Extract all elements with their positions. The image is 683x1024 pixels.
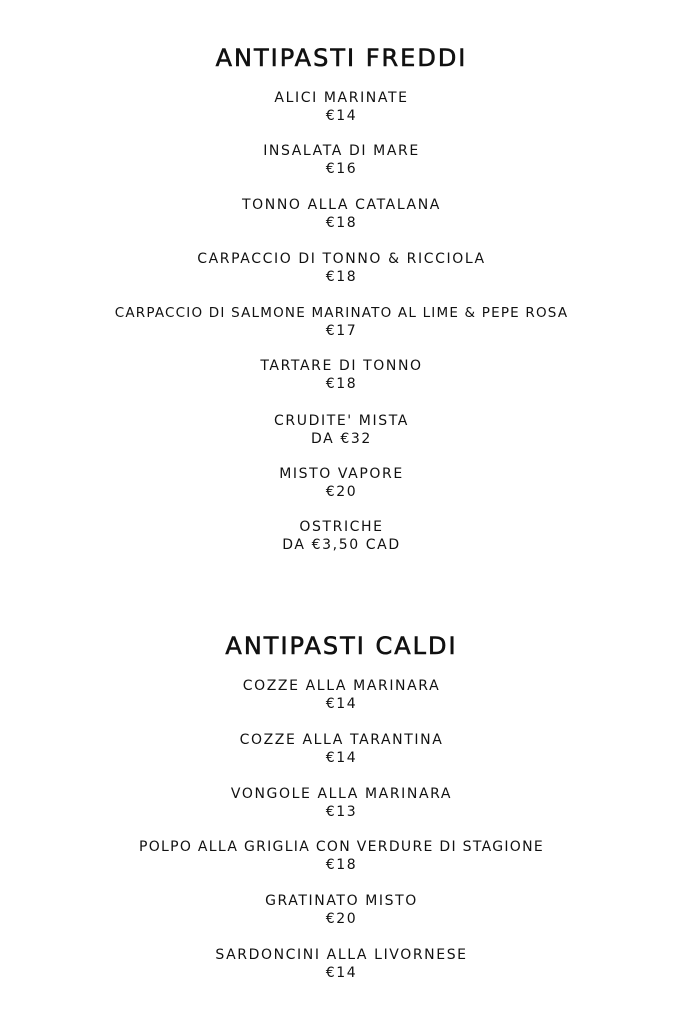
item-name: SARDONCINI ALLA LIVORNESE — [215, 947, 468, 963]
item-name: COZZE ALLA MARINARA — [242, 678, 441, 694]
item-price: €18 — [325, 269, 358, 285]
item-price: €18 — [325, 215, 358, 231]
item-name: VONGOLE ALLA MARINARA — [230, 786, 453, 802]
item-price: €20 — [325, 911, 358, 927]
item-name: ALICI MARINATE — [274, 90, 409, 106]
item-name: INSALATA DI MARE — [263, 143, 420, 159]
menu-item — [0, 412, 683, 448]
menu-item — [0, 731, 683, 767]
item-price: DA €32 — [311, 431, 372, 447]
item-name: CRUDITE' MISTA — [274, 413, 409, 429]
item-name: OSTRICHE — [299, 519, 384, 535]
menu-item — [0, 89, 683, 125]
menu-item — [0, 838, 683, 874]
menu-item — [0, 892, 683, 928]
item-price: DA €3,50 CAD — [282, 537, 401, 553]
menu-item — [0, 677, 683, 713]
item-name: TONNO ALLA CATALANA — [242, 197, 441, 213]
menu-item — [0, 304, 683, 340]
item-price: €13 — [325, 804, 358, 820]
menu-item — [0, 357, 683, 393]
item-price: €14 — [325, 965, 358, 981]
menu-item — [0, 250, 683, 286]
item-price: €17 — [325, 323, 358, 339]
item-name: TARTARE DI TONNO — [260, 358, 423, 374]
item-price: €16 — [325, 161, 358, 177]
item-price: €18 — [325, 857, 358, 873]
item-price: €14 — [325, 696, 358, 712]
item-name: CARPACCIO DI SALMONE MARINATO AL LIME & PEPE ROSA — [114, 305, 569, 321]
item-price: €20 — [325, 484, 358, 500]
item-price: €18 — [325, 376, 358, 392]
item-name: COZZE ALLA TARANTINA — [239, 732, 444, 748]
menu-item — [0, 518, 683, 554]
item-price: €14 — [325, 108, 358, 124]
section-title-antipasti-caldi: ANTIPASTI CALDI — [225, 632, 458, 660]
item-name: MISTO VAPORE — [279, 466, 404, 482]
item-price: €14 — [325, 750, 358, 766]
menu-item — [0, 196, 683, 232]
item-name: POLPO ALLA GRIGLIA CON VERDURE DI STAGIONE — [138, 839, 545, 855]
item-name: GRATINATO MISTO — [265, 893, 418, 909]
menu-item — [0, 465, 683, 501]
menu-item — [0, 785, 683, 821]
menu-item — [0, 142, 683, 178]
item-name: CARPACCIO DI TONNO & RICCIOLA — [197, 251, 486, 267]
section-title-antipasti-freddi: ANTIPASTI FREDDI — [215, 44, 468, 72]
menu-item — [0, 946, 683, 982]
